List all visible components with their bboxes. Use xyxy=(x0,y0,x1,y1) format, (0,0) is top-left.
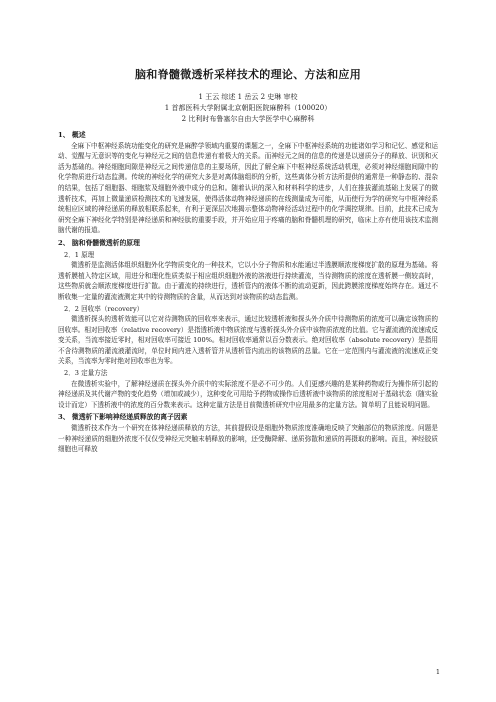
section-heading-ionic-factors: 3、 微透析下影响神经递质释放的离子因素 xyxy=(58,413,188,422)
page-number: 1 xyxy=(435,668,440,676)
subsection-heading-recovery: 2．2 回收率（recovery） xyxy=(64,304,144,313)
recovery-paragraph: 微透析探头的透析效能可以它对待测物质的回收率来表示，通过比较透析液和探头外介质中待测物质的浓度可以确定该物质的回收率。相对回收率（relative recovery）是指透析液中物质浓度与透析探头外介质中该物质浓度的比值。它与灌流液的流速成反变关系，当流率接近零时，相对回收率可接近 100%。相对回收率通常以百分数表示。绝对回收率（absolute recovery）是指用不含待测物质的灌流液灌流时，单位时间内进入透析管并从透析管内流出的该物质的总量。它在一定范围内与灌流液的流速成正变关系，当流率为零时绝对回收率也为零。 xyxy=(58,315,438,366)
subsection-heading-quantification: 2．3 定量方法 xyxy=(64,369,108,378)
principle-paragraph: 微透析是监测活体组织细胞外化学物质变化的一种技术，它以小分子物质和水能通过半透膜顺浓度梯度扩散的原理为基础。将透析膜植入特定区域，用进分和理化性质类似于相应组织细胞外液的溶液进行持续灌流，当待测物质的浓度在透析膜一侧较高时，这些物质就会顺浓度梯度进行扩散。由于灌流的持续进行，透析管内的液体不断的流动更新，因此跨膜浓度梯度始终存在。通过不断收集一定量的灌流液测定其中的待测物质的含量，从而达到对该物质的动态监测。 xyxy=(58,261,438,301)
subsection-heading-principle: 2．1 原理 xyxy=(64,250,95,259)
affiliation-2: 2 比利时布鲁塞尔自由大学医学中心麻醉科 xyxy=(181,115,315,123)
paper-title: 脑和脊髓微透析采样技术的理论、方法和应用 xyxy=(135,68,361,81)
section-heading-overview: 1、 概述 xyxy=(58,131,86,139)
quantification-paragraph: 在微透析实验中，了解神经递质在探头外介质中的实际浓度不是必不可少的。人们更感兴趣的是某种药物或行为操作所引起的神经递质及其代谢产物的变化趋势（增加或减少），这种变化可用给予药物或操作后透析液中该物质的浓度相对于基础状态（随实验设计而定）下透析液中的浓度的百分数来表示。这种定量方法是目前微透析研究中应用最多的定量方法。简单明了且能说明问题。 xyxy=(58,379,438,409)
affiliation-1: 1 首都医科大学附属北京朝阳医院麻醉科（100020） xyxy=(164,104,332,112)
paper-body xyxy=(58,130,438,455)
overview-paragraph: 全麻下中枢神经系统功能变化的研究是麻醉学领域内重要的课题之一，全麻下中枢神经系统的功能诸如学习和记忆、感觉和运动、觉醒与无意识等的变化与神经元之间的信息传递有着极大的关系。而神经元之间的信息的传递是以递质分子的释放、识别和灭活为基础的。神经细胞间隙是神经元之间传递信息的主要场所，因此了解全麻下中枢神经系统活动机理，必须对神经细胞间隙中的化学物质进行动态监测。传统的神经化学的研究大多是对离体脑组织的分析，这些离体分析方法所提供的通常是一种静态的、混杂的结果，包括了细胞器、细胞浆及细胞外液中成分的总和。随着认识的深入和材料科学的进步，人们在推拔灌流基础上发展了的微透析技术，再加上微量递质检测技术的飞速发展，使得活体动物神经递质的在线测量成为可能，从而使行为学的研究与中枢神经系统相应区域的神经递质的释放相联系起来，有利于更深层次地揭示整体动物神经活动过程中的化学调控规律。目前，此技术已成为研究全麻下神经化学特别是神经递质和神经肽的重要手段，并开始应用于疼痛的脑和脊髓机理的研究，临床上亦有使用该技术监测脑代谢的报道。 xyxy=(58,141,438,235)
section-heading-principle: 2、 脑和脊髓微透析的原理 xyxy=(58,238,140,247)
ionic-factors-paragraph: 微透析技术作为一个研究在体神经递质释放的方法，其前提假设是细胞外物质浓度准确地反映了突触部位的物质浓度。问题是一种神经递质的细胞外浓度不仅仅受神经元突触末梢释放的影响，还受酶降解、递质弥散和递质的再摄取的影响。而且，神经胶质细胞也可释放 xyxy=(58,424,438,454)
author-line: 1 王云 综述 1 岳云 2 史琳 审校 xyxy=(198,93,298,101)
affiliation-block xyxy=(58,103,438,124)
